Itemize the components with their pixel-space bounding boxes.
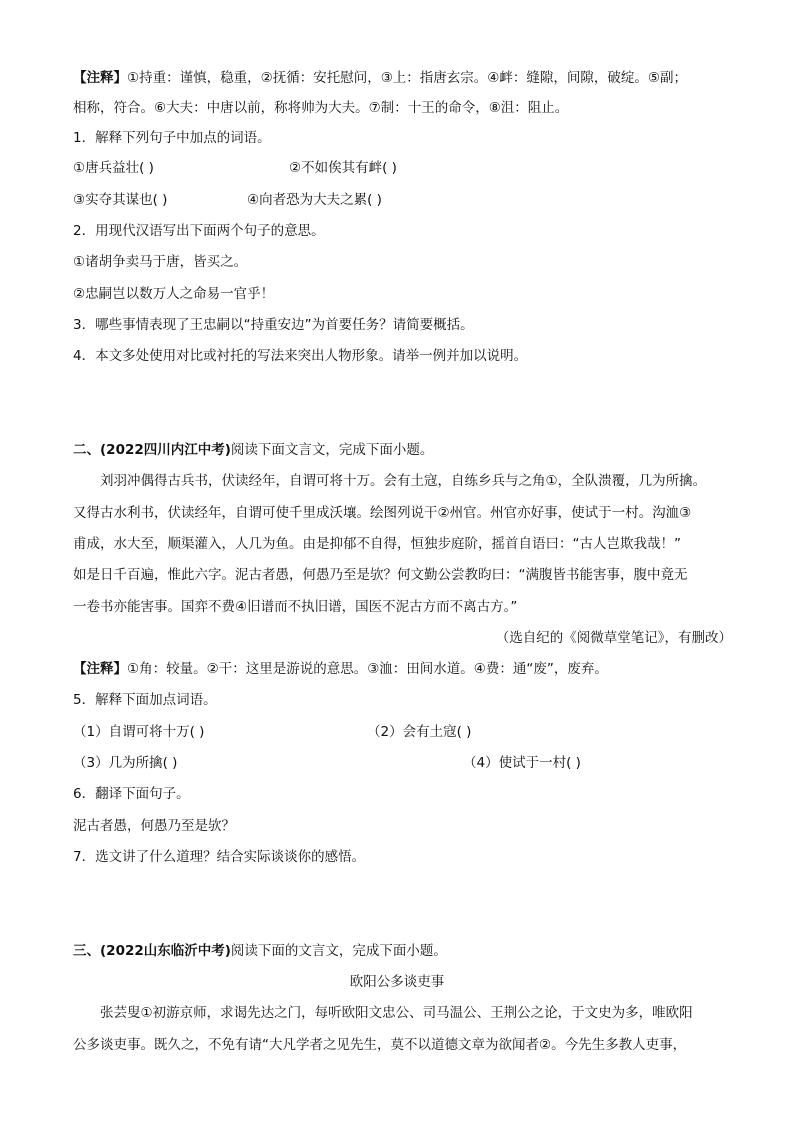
passage2-line1: 刘羽冲偶得古兵书，伏读经年，自谓可将十万。会有土寇，自练乡兵与之角①，全队溃覆，几为所擒。 bbox=[100, 473, 707, 489]
question-4: 4．本文多处使用对比或衬托的写法来突出人物形象。请举一例并加以说明。 bbox=[73, 348, 528, 364]
passage2-line3: 甫成，水大至，顺渠灌入，人几为鱼。由是抑郁不自得，恒独步庭阶，摇首自语曰：“古人岂欺我哉！” bbox=[73, 536, 681, 552]
note-label: 【注释】 bbox=[73, 661, 127, 677]
note-text: ①持重：谨慎，稳重，②抚循：安托慰问，③上：指唐玄宗。④衅：缝隙，间隙，破绽。⑤副； bbox=[127, 70, 688, 86]
passage2-line2: 又得古水利书，伏读经年，自谓可使千里成沃壤。绘图列说干②州官。州官亦好事，使试于一村。沟洫③ bbox=[73, 505, 692, 521]
question-6-sentence: 泥古者愚，何愚乃至是欤？ bbox=[73, 818, 235, 834]
note-text: ①角：较量。②干：这里是游说的意思。③洫：田间水道。④费：通“废”，废弃。 bbox=[127, 661, 608, 677]
question-5-item-2: （2）会有土寇( ) bbox=[367, 724, 472, 740]
question-5-item-3: （3）几为所擒( ) bbox=[73, 755, 178, 771]
question-5-item-4: （4）使试于一村( ) bbox=[463, 755, 581, 771]
section2-heading-source: 二、(2022四川内江中考) bbox=[73, 442, 231, 458]
passage2-line4: 如是日千百遍，惟此六字。泥古者愚，何愚乃至是欤？何文勤公尝教昀曰：“满腹皆书能害事，腹中竟无 bbox=[73, 567, 688, 583]
passage2-line5: 一卷书亦能害事。国弈不费④旧谱而不执旧谱，国医不泥古方而不离古方。” bbox=[73, 599, 518, 615]
question-5-item-1: （1）自谓可将十万( ) bbox=[73, 724, 205, 740]
note-label: 【注释】 bbox=[73, 70, 127, 86]
section2-heading bbox=[73, 440, 733, 460]
passage3-line1: 张芸叟①初游京师，求谒先达之门，每听欧阳文忠公、司马温公、王荆公之论，于文史为多，唯欧阳 bbox=[100, 1005, 693, 1021]
question-3: 3．哪些事情表现了王忠嗣以“持重安边”为首要任务？请简要概括。 bbox=[73, 317, 474, 333]
passage2-source: （选自纪的《阅微草堂笔记》，有删改） bbox=[495, 630, 732, 646]
passage3-title: 欧阳公多谈吏事 bbox=[349, 974, 445, 990]
question-1-item-b: ②不如俟其有衅( ) bbox=[289, 160, 397, 176]
section3-heading-source: 三、(2022山东临沂中考) bbox=[73, 943, 231, 959]
passage3-line2: 公多谈吏事。既久之，不免有请“大凡学者之见先生，莫不以道德文章为欲闻者②。今先生多教人吏事， bbox=[73, 1037, 687, 1053]
question-2-item-a: ①诸胡争卖马于唐，皆买之。 bbox=[73, 254, 248, 270]
section2-note bbox=[73, 659, 733, 679]
section3-heading-instruction: 阅读下面的文言文，完成下面小题。 bbox=[230, 943, 447, 959]
question-6: 6．翻译下面句子。 bbox=[73, 786, 190, 802]
question-5: 5．解释下面加点词语。 bbox=[73, 692, 217, 708]
question-1-item-a: ①唐兵益壮( ) bbox=[73, 160, 154, 176]
question-2: 2．用现代汉语写出下面两个句子的意思。 bbox=[73, 223, 325, 239]
section2-heading-instruction: 阅读下面文言文，完成下面小题。 bbox=[230, 442, 434, 458]
question-1-item-d: ④向者恐为大夫之累( ) bbox=[247, 192, 382, 208]
question-1: 1．解释下列句子中加点的词语。 bbox=[73, 130, 271, 146]
section1-note-line2: 相称，符合。⑥大夫：中唐以前，称将帅为大夫。⑦制：十王的命令，⑧沮：阻止。 bbox=[73, 100, 569, 116]
section3-heading bbox=[73, 941, 733, 961]
question-2-item-b: ②忠嗣岂以数万人之命易一官乎！ bbox=[73, 286, 275, 302]
question-7: 7．选文讲了什么道理？结合实际谈谈你的感悟。 bbox=[73, 849, 366, 865]
section1-note-line1 bbox=[73, 68, 733, 88]
question-1-item-c: ③实夺其谋也( ) bbox=[73, 192, 168, 208]
